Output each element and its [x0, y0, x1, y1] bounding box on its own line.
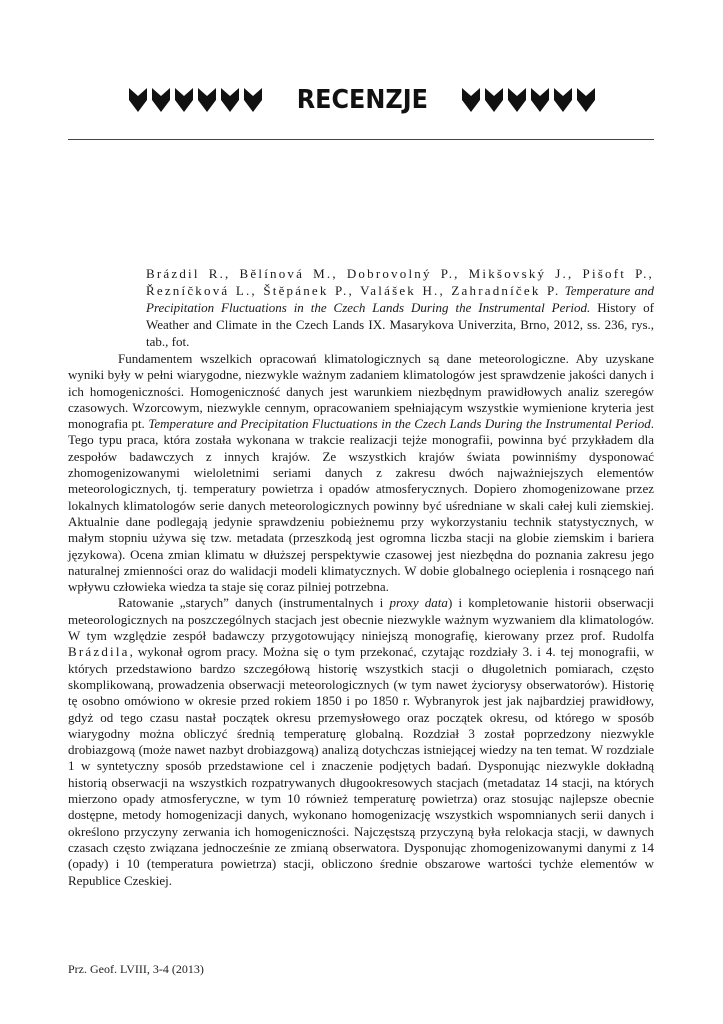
chevron-down-icon	[128, 86, 148, 114]
chevron-down-icon	[461, 86, 481, 114]
book-citation	[68, 265, 654, 350]
chevron-down-icon	[151, 86, 171, 114]
chevron-down-icon	[243, 86, 263, 114]
journal-footer: Prz. Geof. LVIII, 3-4 (2013)	[68, 962, 204, 976]
citation-book-title: Temperature and Precipitation Fluctuations in the Czech Lands During the Instrumental Period.	[146, 283, 654, 315]
p2-text-b: ) i kompletowanie historii obserwacji meteorologicznych na poszczególnych stacjach jest obecnie niezwykle ważnym wyzwaniem dla klimatologów. W tym względzie zespół badawczy przygotowujący niniejszą monografię, kierowany przez prof. Rudolfa	[68, 595, 655, 644]
chevron-down-icon	[197, 86, 217, 114]
chevron-down-icon	[484, 86, 504, 114]
p2-text-a: Ratowanie „starych” danych (instrumentalnych i	[118, 595, 384, 611]
section-header	[70, 80, 654, 120]
header-divider	[68, 139, 654, 140]
section-title: RECENZJE	[296, 85, 428, 115]
left-ornament	[128, 86, 263, 114]
chevron-down-icon	[174, 86, 194, 114]
right-ornament	[461, 86, 596, 114]
paragraph-2	[68, 595, 654, 888]
chevron-down-icon	[576, 86, 596, 114]
p1-book-title: Temperature and Precipitation Fluctuations in the Czech Lands During the Instrumental Period	[148, 416, 651, 432]
p2-author-name: Brázdila	[68, 644, 130, 660]
chevron-down-icon	[530, 86, 550, 114]
chevron-down-icon	[220, 86, 240, 114]
citation-authors: Brázdil R., Bělínová M., Dobrovolný P., Mikšovský J., Pišoft P., Řezníčková L., Štěpánek P., Valášek H., Zahradníček P.	[146, 266, 654, 298]
p2-proxy-data: proxy data	[389, 595, 448, 611]
citation-details: History of Weather and Climate in the Czech Lands IX. Masarykova Univerzita, Brno, 2012, ss. 236, rys., tab., fot.	[146, 300, 654, 349]
p2-text-c: , wykonał ogrom pracy. Można się o tym przekonać, czytając rozdziały 3. i 4. tej monografii, w których przedstawiono bardzo szczegółową historię wszystkich stacji o długoletnich pomiarach, często skomplikowaną, prowadzenia obserwacji meteorologicznych (w tym nawet życiorysy obserwatorów). Historię tę osobno omówiono w okresie przed rokiem 1850 i po 1850 r. Wybranyrok jest jak najbardziej prawidłowy, gdyż od tego czasu nastał początek okresu przemysłowego oraz początek okresu, od którego w sposób wiarygodny można obliczyć średnią temperaturę globalną. Rozdział 3 został poprzedzony niezwykle drobiazgową (może nawet nazbyt drobiazgową) analizą dotychczas istniejącej wiedzy na ten temat. W rozdziale 1 w syntetyczny sposób przedstawione cel i znaczenie podjętych badań. Dysponując niezwykle dokładną historią obserwacji na wszystkich rozpatrywanych długookresowych stacjach (metadataz 14 stacji, na których mierzono opady atmosferyczne, w tym 10 również temperaturę powietrza) oraz stosując najlepsze obecnie dostępne, metody homogenizacji danych, wykonano homogenizację wszystkich wspomnianych serii danych i określono przyczyny zerwania ich homogeniczności. Najczęstszą przyczyną była relokacja stacji, w dawnych czasach często związana jednocześnie ze zmianą obserwatora. Dysponując zhomogenizowanymi danymi z 14 (opady) i 10 (temperatura powietrza) stacji, obliczono średnie obszarowe wartości tychże elementów w Republice Czeskiej.	[68, 644, 654, 888]
chevron-down-icon	[553, 86, 573, 114]
chevron-down-icon	[507, 86, 527, 114]
p1-text-a: Fundamentem wszelkich opracowań klimatologicznych są dane meteorologiczne. Aby uzyskane wyniki były w pełni wiarygodne, niezwykle ważnym zadaniem klimatologów jest sprawdzenie jakości danych i ich homogeniczności. Homogeniczność danych jest warunkiem niezbędnym prawidłowych analiz szeregów czasowych. Wzorcowym, niezwykle cennym, opracowaniem spełniającym wszystkie wymienione kryteria jest monografia pt.	[68, 351, 654, 432]
p1-text-b: . Tego typu praca, która została wykonana w trakcie realizacji tejże monografii, powinna być przykładem dla zespołów badawczych z innych krajów. Ze wszystkich krajów świata powinniśmy dysponować zhomogenizowanymi wieloletnimi seriami danych z zakresu dwóch najważniejszych elementów meteorologicznych, tj. temperatury powietrza i opadów atmosferycznych. Dopiero zhomogenizowane przez lokalnych klimatologów serie danych meteorologicznych powinny być uśredniane w skali całej kuli ziemskiej. Aktualnie dane podlegają jedynie sprawdzeniu pobieżnemu przy wykorzystaniu technik statystycznych, w małym stopniu używa się tzw. metadata (przeszkodą jest ogromna liczba stacji na globie ziemskim i bariera językowa). Ocena zmian klimatu w dłuższej perspektywie czasowej jest niezbędna do poznania zakresu jego naturalnej zmienności oraz do walidacji modeli klimatycznych. W dobie globalnego ocieplenia i rosnącego nań wpływu człowieka wiedza ta staje się coraz pilniej potrzebna.	[68, 416, 654, 595]
paragraph-1	[68, 351, 654, 595]
review-body	[68, 351, 654, 889]
